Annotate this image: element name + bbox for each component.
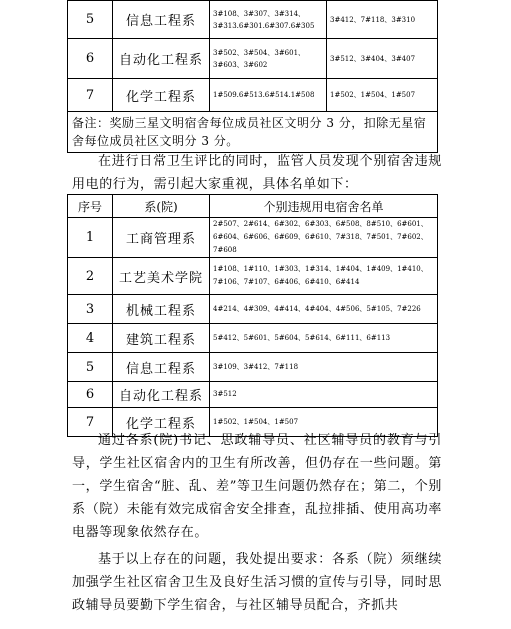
table-row bbox=[68, 1, 438, 39]
table-row bbox=[68, 295, 438, 324]
row-number: 7 bbox=[68, 79, 113, 112]
dormitory-list-a: 3#502、3#504、3#601、3#603、3#602 bbox=[210, 39, 327, 79]
dormitory-list-b: 3#512、3#404、3#407 bbox=[327, 39, 438, 79]
header-no: 序号 bbox=[68, 195, 113, 218]
violation-dormitory-list: 1#502、1#504、1#507 bbox=[210, 408, 438, 437]
department-name: 化学工程系 bbox=[113, 408, 210, 437]
table-row bbox=[68, 218, 438, 258]
violation-dormitory-list: 2#507、2#614、6#302、6#303、6#508、8#510、6#601、6#604、6#606、6#609、6#610、7#318、7#501、7#602、7#608 bbox=[210, 218, 438, 258]
row-number: 6 bbox=[68, 382, 113, 408]
table-row bbox=[68, 39, 438, 79]
table-row bbox=[68, 79, 438, 112]
table-row bbox=[68, 353, 438, 382]
table-note: 备注：奖励三星文明宿舍每位成员社区文明分 3 分，扣除无星宿舍每位成员社区文明分 3 分。 bbox=[68, 112, 438, 153]
department-name: 机械工程系 bbox=[113, 295, 210, 324]
row-number: 6 bbox=[68, 39, 113, 79]
row-number: 5 bbox=[68, 1, 113, 39]
violation-dormitory-list: 3#109、3#412、7#118 bbox=[210, 353, 438, 382]
violation-dormitory-list: 5#412、5#601、5#604、5#614、6#111、6#113 bbox=[210, 324, 438, 353]
department-name: 建筑工程系 bbox=[113, 324, 210, 353]
table-row bbox=[68, 324, 438, 353]
violation-dormitory-list: 1#108、1#110、1#303、1#314、1#404、1#409、1#410、7#106、7#107、6#406、6#410、6#414 bbox=[210, 258, 438, 295]
row-number: 2 bbox=[68, 258, 113, 295]
header-dept: 系(院) bbox=[113, 195, 210, 218]
dormitory-list-a: 3#108、3#307、3#314、3#313.6#301.6#307.6#305 bbox=[210, 1, 327, 39]
department-name: 工商管理系 bbox=[113, 218, 210, 258]
department-name: 化学工程系 bbox=[113, 79, 210, 112]
department-name: 信息工程系 bbox=[113, 1, 210, 39]
row-number: 1 bbox=[68, 218, 113, 258]
improvement-paragraph: 通过各系(院)书记、思政辅导员、社区辅导员的教育与引导，学生社区宿舍内的卫生有所改善，但仍存在一些问题。第一，学生宿舍“脏、乱、差”等卫生问题仍然存在；第二，个别系（院）未能有效完成宿舍安全排查，乱拉排插、使用高功率电器等现象依然存在。 bbox=[72, 433, 442, 540]
table-row bbox=[68, 382, 438, 408]
dormitory-list-a: 1#509.6#513.6#514.1#508 bbox=[210, 79, 327, 112]
requirements-paragraph: 基于以上存在的问题，我处提出要求：各系（院）须继续加强学生社区宿舍卫生及良好生活习惯的宣传与引导，同时思政辅导员要勤下学生宿舍，与社区辅导员配合，齐抓共 bbox=[72, 552, 442, 613]
department-name: 自动化工程系 bbox=[113, 382, 210, 408]
department-name: 自动化工程系 bbox=[113, 39, 210, 79]
header-rooms: 个别违规用电宿舍名单 bbox=[210, 195, 438, 218]
row-number: 7 bbox=[68, 408, 113, 437]
electricity-violation-table bbox=[67, 194, 438, 437]
table-note-row bbox=[68, 112, 438, 153]
dormitory-list-b: 3#412、7#118、3#310 bbox=[327, 1, 438, 39]
violation-dormitory-list: 4#214、4#309、4#414、4#404、4#506、5#105、7#226 bbox=[210, 295, 438, 324]
dormitory-rating-table-continued bbox=[67, 0, 438, 153]
row-number: 3 bbox=[68, 295, 113, 324]
department-name: 工艺美术学院 bbox=[113, 258, 210, 295]
row-number: 4 bbox=[68, 324, 113, 353]
department-name: 信息工程系 bbox=[113, 353, 210, 382]
violation-dormitory-list: 3#512 bbox=[210, 382, 438, 408]
dormitory-list-b: 1#502、1#504、1#507 bbox=[327, 79, 438, 112]
violation-intro-paragraph: 在进行日常卫生评比的同时，监管人员发现个别宿舍违规用电的行为，需引起大家重视，具体名单如下： bbox=[72, 154, 442, 192]
row-number: 5 bbox=[68, 353, 113, 382]
table-row bbox=[68, 258, 438, 295]
